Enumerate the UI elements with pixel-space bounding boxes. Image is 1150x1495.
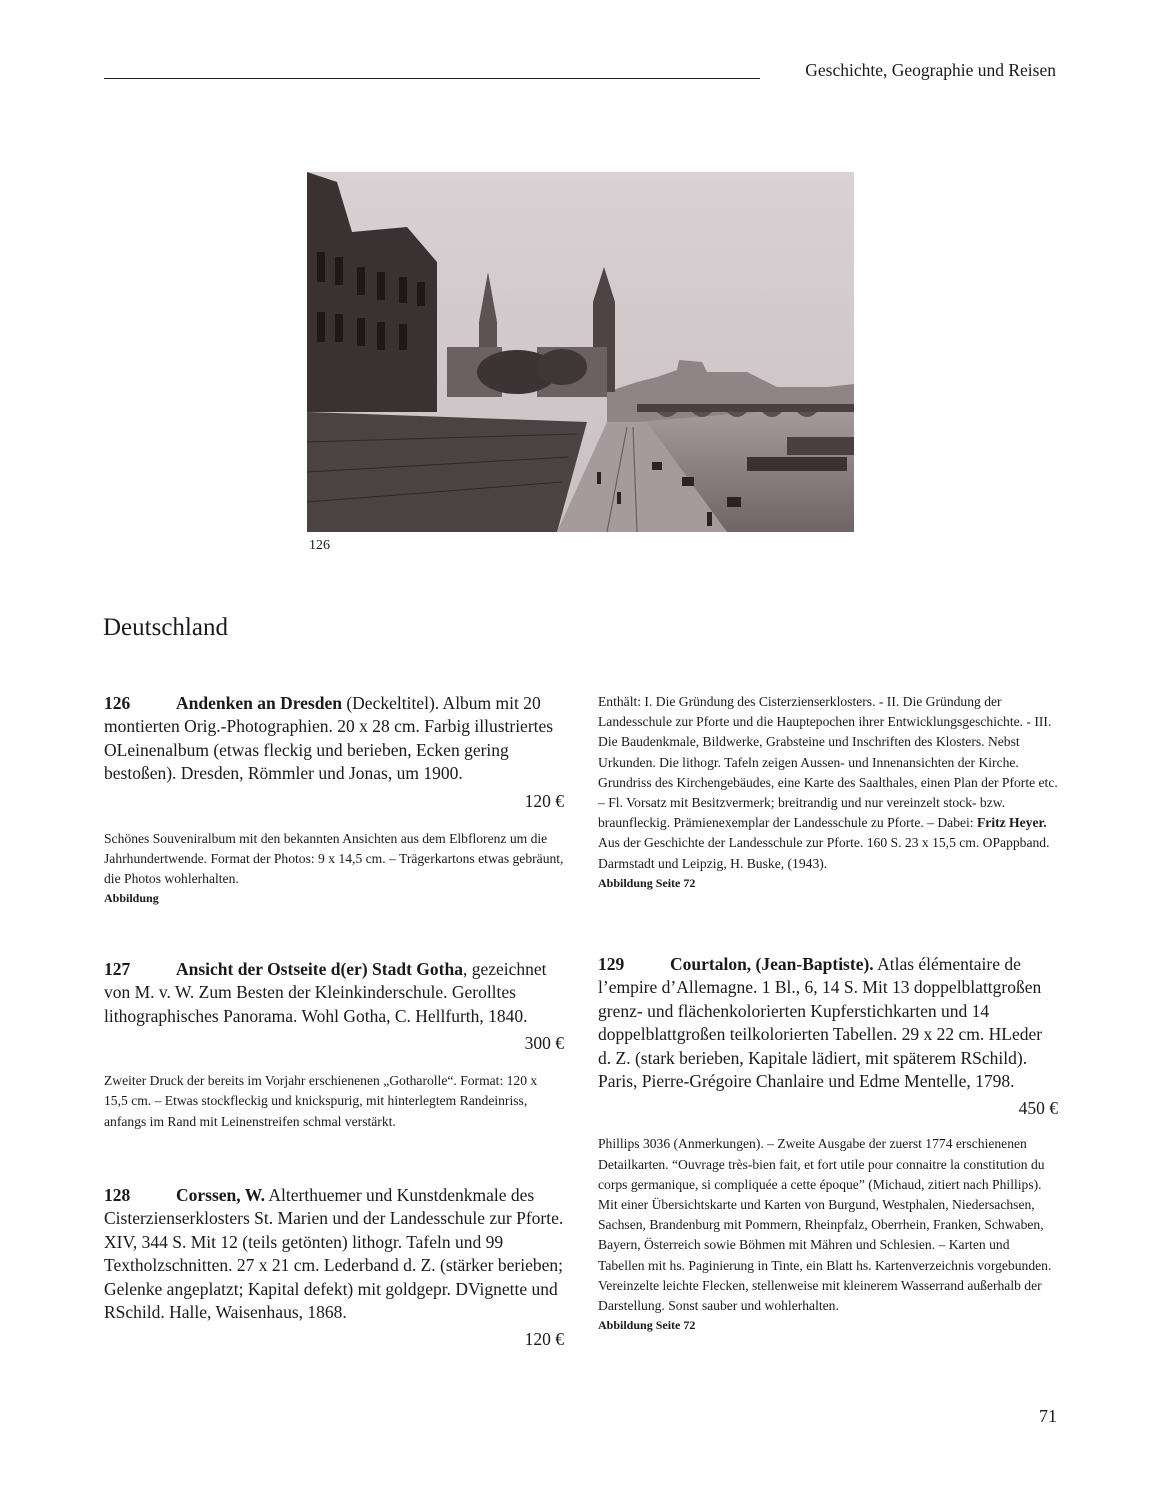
entry-notes: Phillips 3036 (Anmerkungen). – Zweite Ausgabe der zuerst 1774 erschienenen Detailkarten. “Ouvrage très-bien fait, et fort utile pour connaitre la constitution du corps germanique, si compliquée a cette époque” (Michaud, zitiert nach Phillips). Mit einer Übersichtskarte und Karten von Burgund, Westphalen, Niedersachsen, Sachsen, Brandenburg mit Pommern, Rheinpfalz, Oberrhein, Franken, Schwaben, Bayern, Österreich sowie Böhmen mit Mähren und Schlesien. – Karten und Tabellen mit hs. Paginierung in Tinte, ein Blatt hs. Kartenverzeichnis vorgebunden. Vereinzelte leichte Flecken, stellenweise mit kleinerem Wasserrand außerhalb der Darstellung. Sonst sauber und wohlerhalten. [598, 1136, 1052, 1314]
entry-description: Atlas élémentaire de l’empire d’Allemagne. 1 Bl., 6, 14 S. Mit 13 doppelblattgroßen grenz- und flächenkolorierten Kupferstichkarten und 14 doppelblattgroßen teilkolorierten Tabellen. 29 x 22 cm. HLeder d. Z. (stark berieben, Kapitale lädiert, mit späterem RSchild). Paris, Pierre-Grégoire Chanlaire und Edme Mentelle, 1798. [598, 954, 1043, 1092]
page-number: 71 [1039, 1406, 1057, 1426]
entry-head [104, 958, 564, 1028]
entry-number: 127 [104, 959, 131, 979]
entry-title: Ansicht der Ostseite d(er) Stadt Gotha [176, 959, 463, 979]
figure-caption: 126 [309, 538, 330, 553]
entry-price: 120 € [524, 790, 564, 811]
entry-head [104, 1184, 564, 1324]
entry-notes-part: Aus der Geschichte der Landesschule zur Pforte. 160 S. 23 x 15,5 cm. OPappband. Darmstadt und Leipzig, H. Buske, (1943). [598, 835, 1050, 871]
section-heading: Deutschland [103, 614, 228, 641]
entry-price: 300 € [524, 1033, 564, 1054]
entry-notes: Zweiter Druck der bereits im Vorjahr erschienenen „Gotharolle“. Format: 120 x 15,5 cm. – Etwas stockfleckig und knickspurig, mit hinterlegtem Randeinriss, anfangs im Rand mit Leinenstreifen schmal verstärkt. [104, 1073, 538, 1129]
entry-title: Courtalon, (Jean-Baptiste). [670, 954, 874, 974]
entry-128 [104, 1184, 564, 1351]
entry-number: 128 [104, 1185, 131, 1205]
entry-title: Andenken an Dresden [176, 693, 342, 713]
entry-number: 126 [104, 693, 131, 713]
entry-price: 450 € [1018, 1098, 1058, 1119]
entry-illustration-ref: Abbildung Seite 72 [598, 1318, 696, 1333]
entry-number: 129 [598, 954, 625, 974]
entry-description: Alterthuemer und Kunstdenkmale des Cisterzienserklosters St. Marien und der Landesschule zur Pforte. XIV, 344 S. Mit 12 (teils getönten) lithogr. Tafeln und 99 Textholzschnitten. 27 x 21 cm. Lederband d. Z. (stärker berieben; Gelenke angeplatzt; Kapital defekt) mit goldgepr. DVignette und RSchild. Halle, Waisenhaus, 1868. [104, 1185, 564, 1323]
entry-illustration-ref: Abbildung Seite 72 [598, 875, 696, 890]
header-section-title: Geschichte, Geographie und Reisen [805, 60, 1056, 80]
entry-129 [598, 953, 1058, 1334]
entry-price: 120 € [524, 1329, 564, 1350]
entry-127 [104, 958, 564, 1132]
entry-head [104, 692, 564, 786]
entry-illustration-ref: Abbildung [104, 891, 159, 906]
dresden-photograph [307, 172, 854, 532]
entry-description: (Deckeltitel). Album mit 20 montierten Orig.-Photographien. 20 x 28 cm. Farbig illustriertes OLeinenalbum (etwas fleckig und berieben, Ecken gering bestoßen). Dresden, Römmler und Jonas, um 1900. [104, 693, 554, 784]
entry-title: Corssen, W. [176, 1185, 265, 1205]
entry-126 [104, 692, 564, 907]
entry-notes [598, 692, 1058, 874]
header-rule [104, 78, 760, 79]
entry-notes-author: Fritz Heyer. [976, 815, 1047, 831]
entry-notes-part: Enthält: I. Die Gründung des Cisterzienserklosters. - II. Die Gründung der Landesschule zur Pforte und die Hauptepochen ihrer Entwicklungsgeschichte. - III. Die Baudenkmale, Bildwerke, Grabsteine und Inschriften des Klosters. Nebst Urkunden. Die lithogr. Tafeln zeigen Aussen- und Innenansichten der Kirche. Grundriss des Kirchengebäudes, eine Karte des Saalthales, einen Plan der Pforte etc. – Fl. Vorsatz mit Besitzvermerk; breitrandig und nur vereinzelt stock- bzw. braunfleckig. Prämienexemplar der Landesschule zu Pforte. – Dabei: [598, 694, 1058, 831]
entry-description: , gezeichnet von M. v. W. Zum Besten der Kleinkinderschule. Gerolltes lithographisches Panorama. Wohl Gotha, C. Hellfurth, 1840. [104, 959, 547, 1026]
entry-128-notes-block [598, 692, 1058, 892]
entry-notes: Schönes Souveniralbum mit den bekannten Ansichten aus dem Elbflorenz um die Jahrhundertwende. Format der Photos: 9 x 14,5 cm. – Trägerkartons etwas gebräunt, die Photos wohlerhalten. [104, 830, 564, 887]
entry-head [598, 953, 1058, 1093]
